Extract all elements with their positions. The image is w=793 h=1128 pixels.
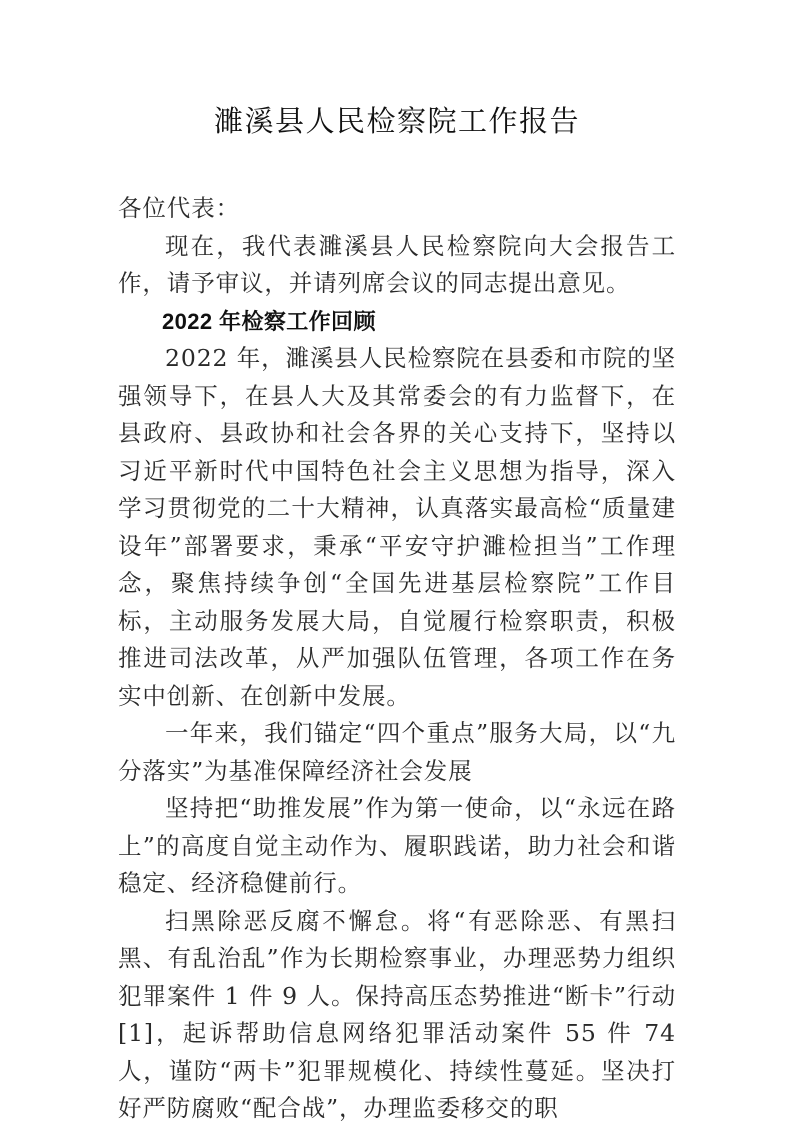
paragraph-first-mission: 坚持把“助推发展”作为第一使命，以“永远在路上”的高度自觉主动作为、履职践诺，助力社会和谐稳定、经济稳健前行。: [118, 794, 676, 897]
page-title: 濉溪县人民检察院工作报告: [213, 106, 580, 138]
paragraph-anticrime-anticorruption: 扫黑除恶反腐不懈怠。将“有恶除恶、有黑扫黑、有乱治乱”作为长期检察事业，办理恶势力组织犯罪案件 1 件 9 人。保持高压态势推进“断卡”行动[1]，起诉帮助信息网络犯罪活动案件 55 件 74 人，谨防“两卡”犯罪规模化、持续性蔓延。坚决打好严防腐败“配合战”，办理监委移交的职: [118, 906, 676, 1122]
paragraph-intro: 现在，我代表濉溪县人民检察院向大会报告工作，请予审议，并请列席会议的同志提出意见。: [118, 231, 676, 297]
section-heading-2022-review: 2022 年检察工作回顾: [162, 308, 376, 334]
document-content: [118, 0, 676, 1128]
salutation-line: 各位代表：: [118, 194, 240, 222]
paragraph-2022-review: 2022 年，濉溪县人民检察院在县委和市院的坚强领导下，在县人大及其常委会的有力监督下，在县政府、县政协和社会各界的关心支持下，坚持以习近平新时代中国特色社会主义思想为指导，深入学习贯彻党的二十大精神，认真落实最高检“质量建设年”部署要求，秉承“平安守护濉检担当”工作理念，聚焦持续争创“全国先进基层检察院”工作目标，主动服务发展大局，自觉履行检察职责，积极推进司法改革，从严加强队伍管理，各项工作在务实中创新、在创新中发展。: [118, 344, 676, 710]
paragraph-four-priorities: 一年来，我们锚定“四个重点”服务大局，以“九分落实”为基准保障经济社会发展: [118, 719, 676, 785]
